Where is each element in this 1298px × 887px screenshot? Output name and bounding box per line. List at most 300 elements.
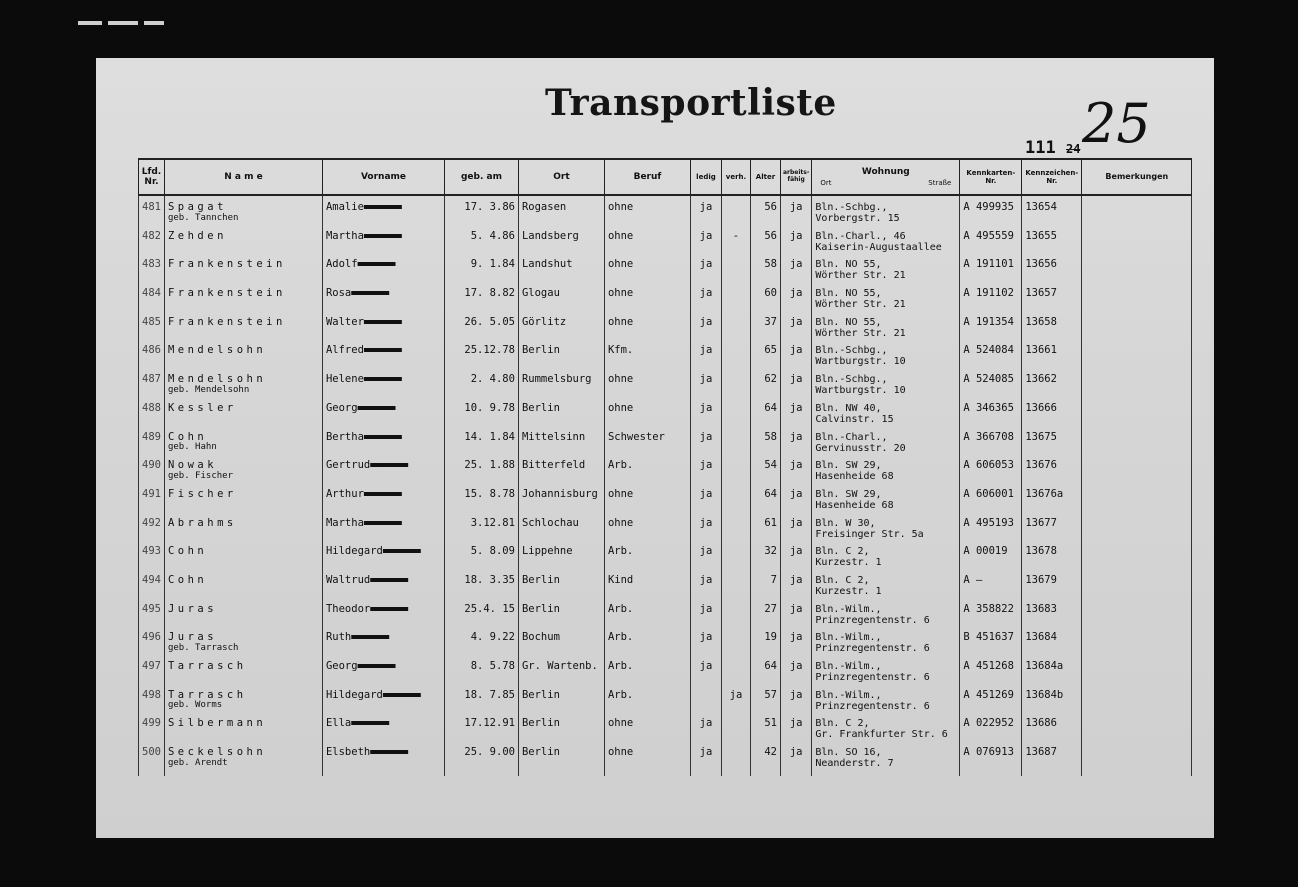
cell-beruf: Kfm. (604, 345, 690, 374)
address-street: Wörther Str. 21 (815, 299, 906, 311)
cell-name (164, 432, 322, 461)
address-street: Prinzregentenstr. 6 (815, 672, 930, 683)
address-city: Bln.-Charl., (815, 431, 888, 443)
cell-wohnung (812, 317, 960, 346)
cell-vorname (322, 345, 444, 374)
cell-beruf: ohne (604, 374, 690, 403)
cell-geb: 8. 5.78 (444, 661, 518, 690)
cell-nr: 491 (139, 489, 165, 518)
first-name: Elsbeth (325, 747, 371, 759)
cell-beruf: Schwester (604, 432, 690, 461)
cell-ort: Berlin (518, 690, 604, 719)
cell-arbeitsfaehig: ja (780, 632, 811, 661)
first-name: Waltrud (325, 574, 371, 586)
header-arbeitsfaehig: arbeits-fähig (780, 159, 811, 195)
cell-alter: 64 (750, 403, 780, 432)
cell-kennzeichen: 13675 (1022, 432, 1082, 461)
cell-ort: Lippehne (518, 546, 604, 575)
cell-geb: 5. 4.86 (444, 231, 518, 260)
cell-name (164, 403, 322, 432)
cell-kennkarte: A 358822 (960, 604, 1022, 633)
cell-ort: Landshut (518, 259, 604, 288)
cell-ort: Glogau (518, 288, 604, 317)
cell-nr: 483 (139, 259, 165, 288)
cell-ort: Landsberg (518, 231, 604, 260)
cell-verh (721, 288, 750, 317)
document-title: Transportliste (545, 82, 837, 124)
table-row (139, 518, 1192, 547)
cell-alter: 57 (750, 690, 780, 719)
table-row (139, 632, 1192, 661)
cell-bemerkung (1082, 690, 1192, 719)
cell-kennzeichen: 13684a (1022, 661, 1082, 690)
cell-bemerkung (1082, 374, 1192, 403)
cell-wohnung (812, 231, 960, 260)
cell-ort: Bitterfeld (518, 460, 604, 489)
cell-nr: 489 (139, 432, 165, 461)
header-verh: verh. (721, 159, 750, 195)
cell-ledig: ja (690, 661, 721, 690)
address-street: Calvinstr. 15 (815, 413, 894, 425)
first-name: Georg (325, 402, 358, 414)
maiden-name: geb. Fischer (167, 470, 233, 481)
cell-ort: Berlin (518, 575, 604, 604)
cell-beruf: ohne (604, 288, 690, 317)
cell-kennkarte: A 191102 (960, 288, 1022, 317)
address-street: Kurzestr. 1 (815, 585, 882, 597)
cell-alter: 7 (750, 575, 780, 604)
cell-wohnung (812, 690, 960, 719)
cell-alter: 32 (750, 546, 780, 575)
address-street: Gr. Frankfurter Str. 6 (815, 729, 948, 741)
address-street: Vorbergstr. 15 (815, 213, 900, 224)
table-header-row (139, 159, 1192, 195)
cell-kennzeichen: 13676a (1022, 489, 1082, 518)
cell-name (164, 690, 322, 719)
address-city: Bln. NO 55, (815, 316, 882, 328)
cell-wohnung (812, 195, 960, 231)
address-city: Bln. NO 55, (815, 288, 882, 300)
surname: Spagat (167, 201, 227, 213)
header-bemerkungen: Bemerkungen (1082, 159, 1192, 195)
redacted-mark (364, 345, 402, 356)
cell-ort: Berlin (518, 403, 604, 432)
cell-nr: 494 (139, 575, 165, 604)
cell-beruf: ohne (604, 259, 690, 288)
first-name: Gertrud (325, 460, 371, 472)
cell-verh (721, 489, 750, 518)
cell-bemerkung (1082, 460, 1192, 489)
cell-arbeitsfaehig: ja (780, 403, 811, 432)
cell-ledig: ja (690, 489, 721, 518)
cell-alter: 27 (750, 604, 780, 633)
cell-kennkarte: A 495193 (960, 518, 1022, 547)
cell-nr: 490 (139, 460, 165, 489)
cell-kennkarte: A 022952 (960, 718, 1022, 747)
cell-alter: 37 (750, 317, 780, 346)
address-street: Neanderstr. 7 (815, 758, 894, 770)
cell-alter: 56 (750, 195, 780, 231)
address-city: Bln.-Schbg., (815, 345, 888, 357)
cell-arbeitsfaehig: ja (780, 747, 811, 776)
table-row (139, 195, 1192, 231)
list-number-struck: 24 (1065, 142, 1081, 156)
surname: Mendelsohn (167, 345, 267, 357)
cell-ledig: ja (690, 374, 721, 403)
cell-ort: Rummelsburg (518, 374, 604, 403)
header-ledig: ledig (690, 159, 721, 195)
cell-geb: 25.4. 15 (444, 604, 518, 633)
cell-geb: 18. 7.85 (444, 690, 518, 719)
cell-vorname (322, 317, 444, 346)
cell-wohnung (812, 632, 960, 661)
cell-beruf: ohne (604, 403, 690, 432)
address-city: Bln. C 2, (815, 546, 870, 558)
redacted-mark (364, 374, 402, 385)
cell-bemerkung (1082, 747, 1192, 776)
cell-beruf: ohne (604, 195, 690, 231)
address-street: Wörther Str. 21 (815, 327, 906, 339)
redacted-mark (383, 690, 421, 701)
cell-bemerkung (1082, 231, 1192, 260)
cell-name (164, 345, 322, 374)
address-street: Prinzregentenstr. 6 (815, 700, 930, 712)
cell-ledig: ja (690, 403, 721, 432)
cell-ort: Rogasen (518, 195, 604, 231)
cell-arbeitsfaehig: ja (780, 288, 811, 317)
cell-kennzeichen: 13684 (1022, 632, 1082, 661)
cell-kennzeichen: 13661 (1022, 345, 1082, 374)
redacted-mark (358, 403, 396, 414)
cell-ledig: ja (690, 460, 721, 489)
cell-beruf: Arb. (604, 460, 690, 489)
cell-verh (721, 432, 750, 461)
cell-kennkarte: A 499935 (960, 195, 1022, 231)
table-row (139, 317, 1192, 346)
cell-alter: 62 (750, 374, 780, 403)
table-row (139, 259, 1192, 288)
cell-geb: 14. 1.84 (444, 432, 518, 461)
cell-kennkarte: A 451268 (960, 661, 1022, 690)
cell-bemerkung (1082, 489, 1192, 518)
cell-kennkarte: A 451269 (960, 690, 1022, 719)
cell-vorname (322, 259, 444, 288)
address-street: Prinzregentenstr. 6 (815, 614, 930, 626)
cell-verh (721, 604, 750, 633)
header-vorname: Vorname (322, 159, 444, 195)
cell-kennkarte: A 00019 (960, 546, 1022, 575)
cell-verh (721, 460, 750, 489)
address-street: Hasenheide 68 (815, 499, 894, 511)
cell-alter: 64 (750, 661, 780, 690)
cell-vorname (322, 403, 444, 432)
cell-arbeitsfaehig: ja (780, 374, 811, 403)
cell-wohnung (812, 432, 960, 461)
redacted-mark (364, 489, 402, 500)
cell-alter: 58 (750, 259, 780, 288)
cell-vorname (322, 374, 444, 403)
address-street: Kurzestr. 1 (815, 557, 882, 569)
cell-wohnung (812, 403, 960, 432)
cell-ledig: ja (690, 575, 721, 604)
cell-ort: Görlitz (518, 317, 604, 346)
header-nr: Lfd. Nr. (139, 159, 165, 195)
cell-wohnung (812, 489, 960, 518)
cell-ledig: ja (690, 259, 721, 288)
cell-wohnung (812, 518, 960, 547)
cell-name (164, 460, 322, 489)
table-row (139, 231, 1192, 260)
cell-name (164, 317, 322, 346)
cell-kennzeichen: 13687 (1022, 747, 1082, 776)
cell-kennzeichen: 13676 (1022, 460, 1082, 489)
cell-kennkarte: A 606053 (960, 460, 1022, 489)
table-row (139, 747, 1192, 776)
cell-verh (721, 403, 750, 432)
table-row (139, 489, 1192, 518)
cell-alter: 60 (750, 288, 780, 317)
cell-arbeitsfaehig: ja (780, 432, 811, 461)
cell-ledig (690, 690, 721, 719)
first-name: Amalie (325, 201, 364, 213)
surname: Frankenstein (167, 316, 286, 328)
cell-kennzeichen: 13654 (1022, 195, 1082, 231)
cell-kennzeichen: 13677 (1022, 518, 1082, 547)
header-alter: Alter (750, 159, 780, 195)
cell-ort: Johannisburg (518, 489, 604, 518)
cell-arbeitsfaehig: ja (780, 604, 811, 633)
cell-alter: 61 (750, 518, 780, 547)
cell-vorname (322, 432, 444, 461)
first-name: Rosa (325, 288, 352, 300)
cell-nr: 484 (139, 288, 165, 317)
cell-vorname (322, 604, 444, 633)
address-street: Gervinusstr. 20 (815, 442, 906, 454)
address-city: Bln. NW 40, (815, 402, 882, 414)
cell-beruf: ohne (604, 718, 690, 747)
cell-vorname (322, 575, 444, 604)
cell-wohnung (812, 546, 960, 575)
cell-geb: 26. 5.05 (444, 317, 518, 346)
address-city: Bln. C 2, (815, 574, 870, 586)
cell-name (164, 718, 322, 747)
cell-kennkarte: A 191101 (960, 259, 1022, 288)
cell-alter: 54 (750, 460, 780, 489)
cell-kennzeichen: 13658 (1022, 317, 1082, 346)
surname: Cohn (167, 431, 208, 443)
first-name: Ruth (325, 632, 352, 644)
header-kennkarten: Kennkarten-Nr. (960, 159, 1022, 195)
cell-ledig: ja (690, 317, 721, 346)
cell-name (164, 546, 322, 575)
cell-beruf: Arb. (604, 604, 690, 633)
cell-wohnung (812, 259, 960, 288)
cell-kennkarte: A 191354 (960, 317, 1022, 346)
cell-nr: 498 (139, 690, 165, 719)
cell-bemerkung (1082, 432, 1192, 461)
cell-name (164, 661, 322, 690)
address-street: Wartburgstr. 10 (815, 356, 906, 368)
cell-ort: Gr. Wartenb. (518, 661, 604, 690)
cell-bemerkung (1082, 604, 1192, 633)
cell-ledig: ja (690, 432, 721, 461)
cell-bemerkung (1082, 518, 1192, 547)
cell-verh (721, 575, 750, 604)
surname: Juras (167, 603, 218, 615)
transport-table (138, 158, 1192, 776)
cell-name (164, 604, 322, 633)
surname: Mendelsohn (167, 374, 267, 386)
cell-kennzeichen: 13679 (1022, 575, 1082, 604)
cell-kennzeichen: 13686 (1022, 718, 1082, 747)
first-name: Alfred (325, 345, 364, 357)
address-street: Kaiserin-Augustaallee (815, 241, 942, 253)
list-number-main: 111 (1025, 138, 1056, 158)
list-number (1025, 138, 1080, 158)
cell-geb: 25. 9.00 (444, 747, 518, 776)
cell-geb: 17.12.91 (444, 718, 518, 747)
cell-bemerkung (1082, 345, 1192, 374)
header-name: N a m e (164, 159, 322, 195)
surname: Nowak (167, 460, 218, 472)
cell-arbeitsfaehig: ja (780, 259, 811, 288)
first-name: Martha (325, 517, 364, 529)
cell-vorname (322, 195, 444, 231)
cell-arbeitsfaehig: ja (780, 460, 811, 489)
cell-geb: 10. 9.78 (444, 403, 518, 432)
cell-bemerkung (1082, 546, 1192, 575)
surname: Juras (167, 632, 218, 644)
cell-kennkarte: B 451637 (960, 632, 1022, 661)
cell-name (164, 195, 322, 231)
cell-name (164, 374, 322, 403)
cell-ort: Mittelsinn (518, 432, 604, 461)
cell-arbeitsfaehig: ja (780, 690, 811, 719)
table-row (139, 661, 1192, 690)
cell-beruf: Kind (604, 575, 690, 604)
cell-ledig: ja (690, 546, 721, 575)
cell-vorname (322, 661, 444, 690)
cell-beruf: ohne (604, 747, 690, 776)
maiden-name: geb. Mendelsohn (167, 384, 250, 395)
cell-beruf: ohne (604, 518, 690, 547)
address-street: Wartburgstr. 10 (815, 385, 906, 397)
redacted-mark (370, 575, 408, 586)
surname: Cohn (167, 574, 208, 586)
surname: Cohn (167, 546, 208, 558)
cell-ledig: ja (690, 632, 721, 661)
table-row (139, 546, 1192, 575)
cell-nr: 497 (139, 661, 165, 690)
surname: Seckelsohn (167, 747, 267, 759)
cell-beruf: ohne (604, 489, 690, 518)
cell-verh: ja (721, 690, 750, 719)
cell-kennzeichen: 13657 (1022, 288, 1082, 317)
cell-ort: Berlin (518, 718, 604, 747)
cell-verh (721, 632, 750, 661)
cell-arbeitsfaehig: ja (780, 195, 811, 231)
address-city: Bln. NO 55, (815, 259, 882, 271)
redacted-mark (370, 460, 408, 471)
address-city: Bln. SW 29, (815, 488, 882, 500)
address-city: Bln.-Wilm., (815, 632, 882, 644)
cell-bemerkung (1082, 632, 1192, 661)
maiden-name: geb. Arendt (167, 757, 228, 768)
cell-wohnung (812, 345, 960, 374)
cell-nr: 481 (139, 195, 165, 231)
cell-arbeitsfaehig: ja (780, 718, 811, 747)
cell-wohnung (812, 661, 960, 690)
cell-geb: 4. 9.22 (444, 632, 518, 661)
header-wohnung-label: Wohnung (861, 166, 910, 177)
cell-kennzeichen: 13684b (1022, 690, 1082, 719)
first-name: Bertha (325, 431, 364, 443)
cell-ort: Berlin (518, 345, 604, 374)
cell-kennkarte: A 524084 (960, 345, 1022, 374)
cell-vorname (322, 460, 444, 489)
cell-alter: 58 (750, 432, 780, 461)
address-city: Bln. SW 29, (815, 460, 882, 472)
cell-name (164, 489, 322, 518)
header-geb: geb. am (444, 159, 518, 195)
cell-vorname (322, 690, 444, 719)
cell-ledig: ja (690, 288, 721, 317)
address-city: Bln. SO 16, (815, 747, 882, 759)
cell-alter: 19 (750, 632, 780, 661)
cell-verh (721, 518, 750, 547)
first-name: Theodor (325, 603, 371, 615)
cell-ledig: ja (690, 604, 721, 633)
cell-bemerkung (1082, 288, 1192, 317)
table-row (139, 345, 1192, 374)
cell-name (164, 518, 322, 547)
address-city: Bln.-Charl., 46 (815, 230, 906, 242)
address-city: Bln.-Wilm., (815, 661, 882, 672)
cell-arbeitsfaehig: ja (780, 317, 811, 346)
address-city: Bln.-Wilm., (815, 603, 882, 615)
cell-ort: Berlin (518, 604, 604, 633)
table-row (139, 288, 1192, 317)
cell-kennzeichen: 13666 (1022, 403, 1082, 432)
cell-ort: Schlochau (518, 518, 604, 547)
cell-bemerkung (1082, 195, 1192, 231)
cell-kennkarte: A 606001 (960, 489, 1022, 518)
table-row (139, 432, 1192, 461)
cell-verh (721, 259, 750, 288)
address-street: Hasenheide 68 (815, 471, 894, 483)
cell-kennzeichen: 13655 (1022, 231, 1082, 260)
surname: Kessler (167, 402, 237, 414)
maiden-name: geb. Tannchen (167, 212, 239, 223)
table-row (139, 718, 1192, 747)
cell-vorname (322, 747, 444, 776)
cell-beruf: Arb. (604, 546, 690, 575)
cell-kennzeichen: 13678 (1022, 546, 1082, 575)
cell-kennzeichen: 13656 (1022, 259, 1082, 288)
cell-verh (721, 661, 750, 690)
redacted-mark (370, 604, 408, 615)
cell-arbeitsfaehig: ja (780, 489, 811, 518)
cell-wohnung (812, 575, 960, 604)
surname: Silbermann (167, 718, 267, 730)
surname: Frankenstein (167, 259, 286, 271)
header-wohnung-ort: Ort (820, 179, 832, 188)
cell-alter: 51 (750, 718, 780, 747)
surname: Tarrasch (167, 661, 247, 672)
table-row (139, 575, 1192, 604)
cell-kennkarte: A 076913 (960, 747, 1022, 776)
cell-wohnung (812, 460, 960, 489)
